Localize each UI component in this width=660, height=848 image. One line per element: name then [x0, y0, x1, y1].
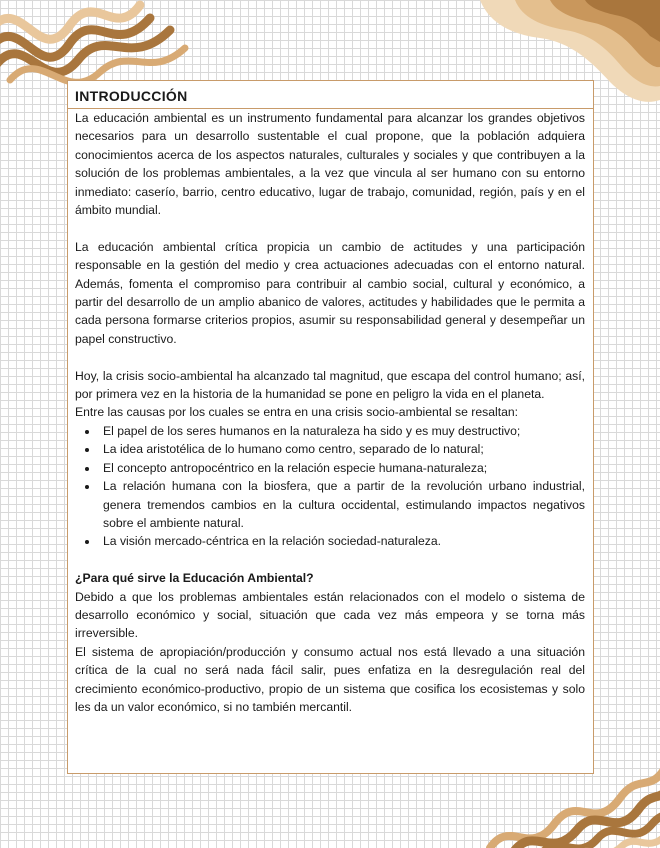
- wave-decoration-top-left-icon: [0, 0, 190, 80]
- paragraph-6: El sistema de apropiación/producción y consumo actual nos está llevado a una situación crítica de la cual no será nada fácil salir, pues enfatiza en la desregulación real del crecimiento económico-productivo, propio de un sistema que cosifica los ecosistemas y solo les da un valor económico, si no también mercantil.: [75, 644, 585, 714]
- paragraph-5: Debido a que los problemas ambientales están relacionados con el modelo o sistema de desarrollo económico y social, situación que cada vez más empeora y se torna más irreversible.: [75, 589, 585, 641]
- content-card: [67, 80, 594, 774]
- paragraph-3: Hoy, la crisis socio-ambiental ha alcanzado tal magnitud, que escapa del control humano; así, por primera vez en la historia de la humanidad se pone en peligro la vida en el planeta.: [75, 368, 585, 402]
- paragraph-4: Entre las causas por los cuales se entra en una crisis socio-ambiental se resaltan:: [75, 405, 519, 420]
- list-item: • El concepto antropocéntrico en la relación especie humana-naturaleza;: [99, 459, 585, 477]
- section-subtitle: ¿Para qué sirve la Educación Ambiental?: [75, 571, 314, 586]
- causes-list: [75, 422, 585, 551]
- page-title: INTRODUCCIÓN: [68, 85, 593, 109]
- list-item: • La relación humana con la biosfera, que a partir de la revolución urbano industrial, genera tremendos cambios en la cultura occidental, estimulando impactos negativos sobre el ambiente natural.: [99, 477, 585, 532]
- list-item: • El papel de los seres humanos en la naturaleza ha sido y es muy destructivo;: [99, 422, 585, 440]
- document-body: [75, 109, 585, 716]
- list-item: • La idea aristotélica de lo humano como centro, separado de lo natural;: [99, 440, 585, 458]
- paragraph-2: La educación ambiental crítica propicia un cambio de actitudes y una participación responsable en la gestión del medio y crea actuaciones adecuadas con el entorno natural. Además, fomenta el compromiso para contribuir al cambio social, cultural y económico, a partir del desarrollo de un amplio abanico de valores, actitudes y habilidades que le permita a cada persona formarse criterios propios, asumir su responsabilidad general y desempeñar un papel constructivo.: [75, 239, 585, 346]
- paragraph-1: La educación ambiental es un instrumento fundamental para alcanzar los grandes objetivos necesarios para un desarrollo sustentable el cual propone, que la población adquiera conocimientos acerca de los aspectos naturales, culturales y sociales y que contribuyen a la solución de los problemas ambientales, a la vez que vincula al ser humano con su entorno inmediato: caserío, barrio, centro educativo, lugar de trabajo, comunidad, región, país y en el ámbito mundial.: [75, 111, 585, 218]
- list-item: • La visión mercado-céntrica en la relación sociedad-naturaleza.: [99, 532, 585, 550]
